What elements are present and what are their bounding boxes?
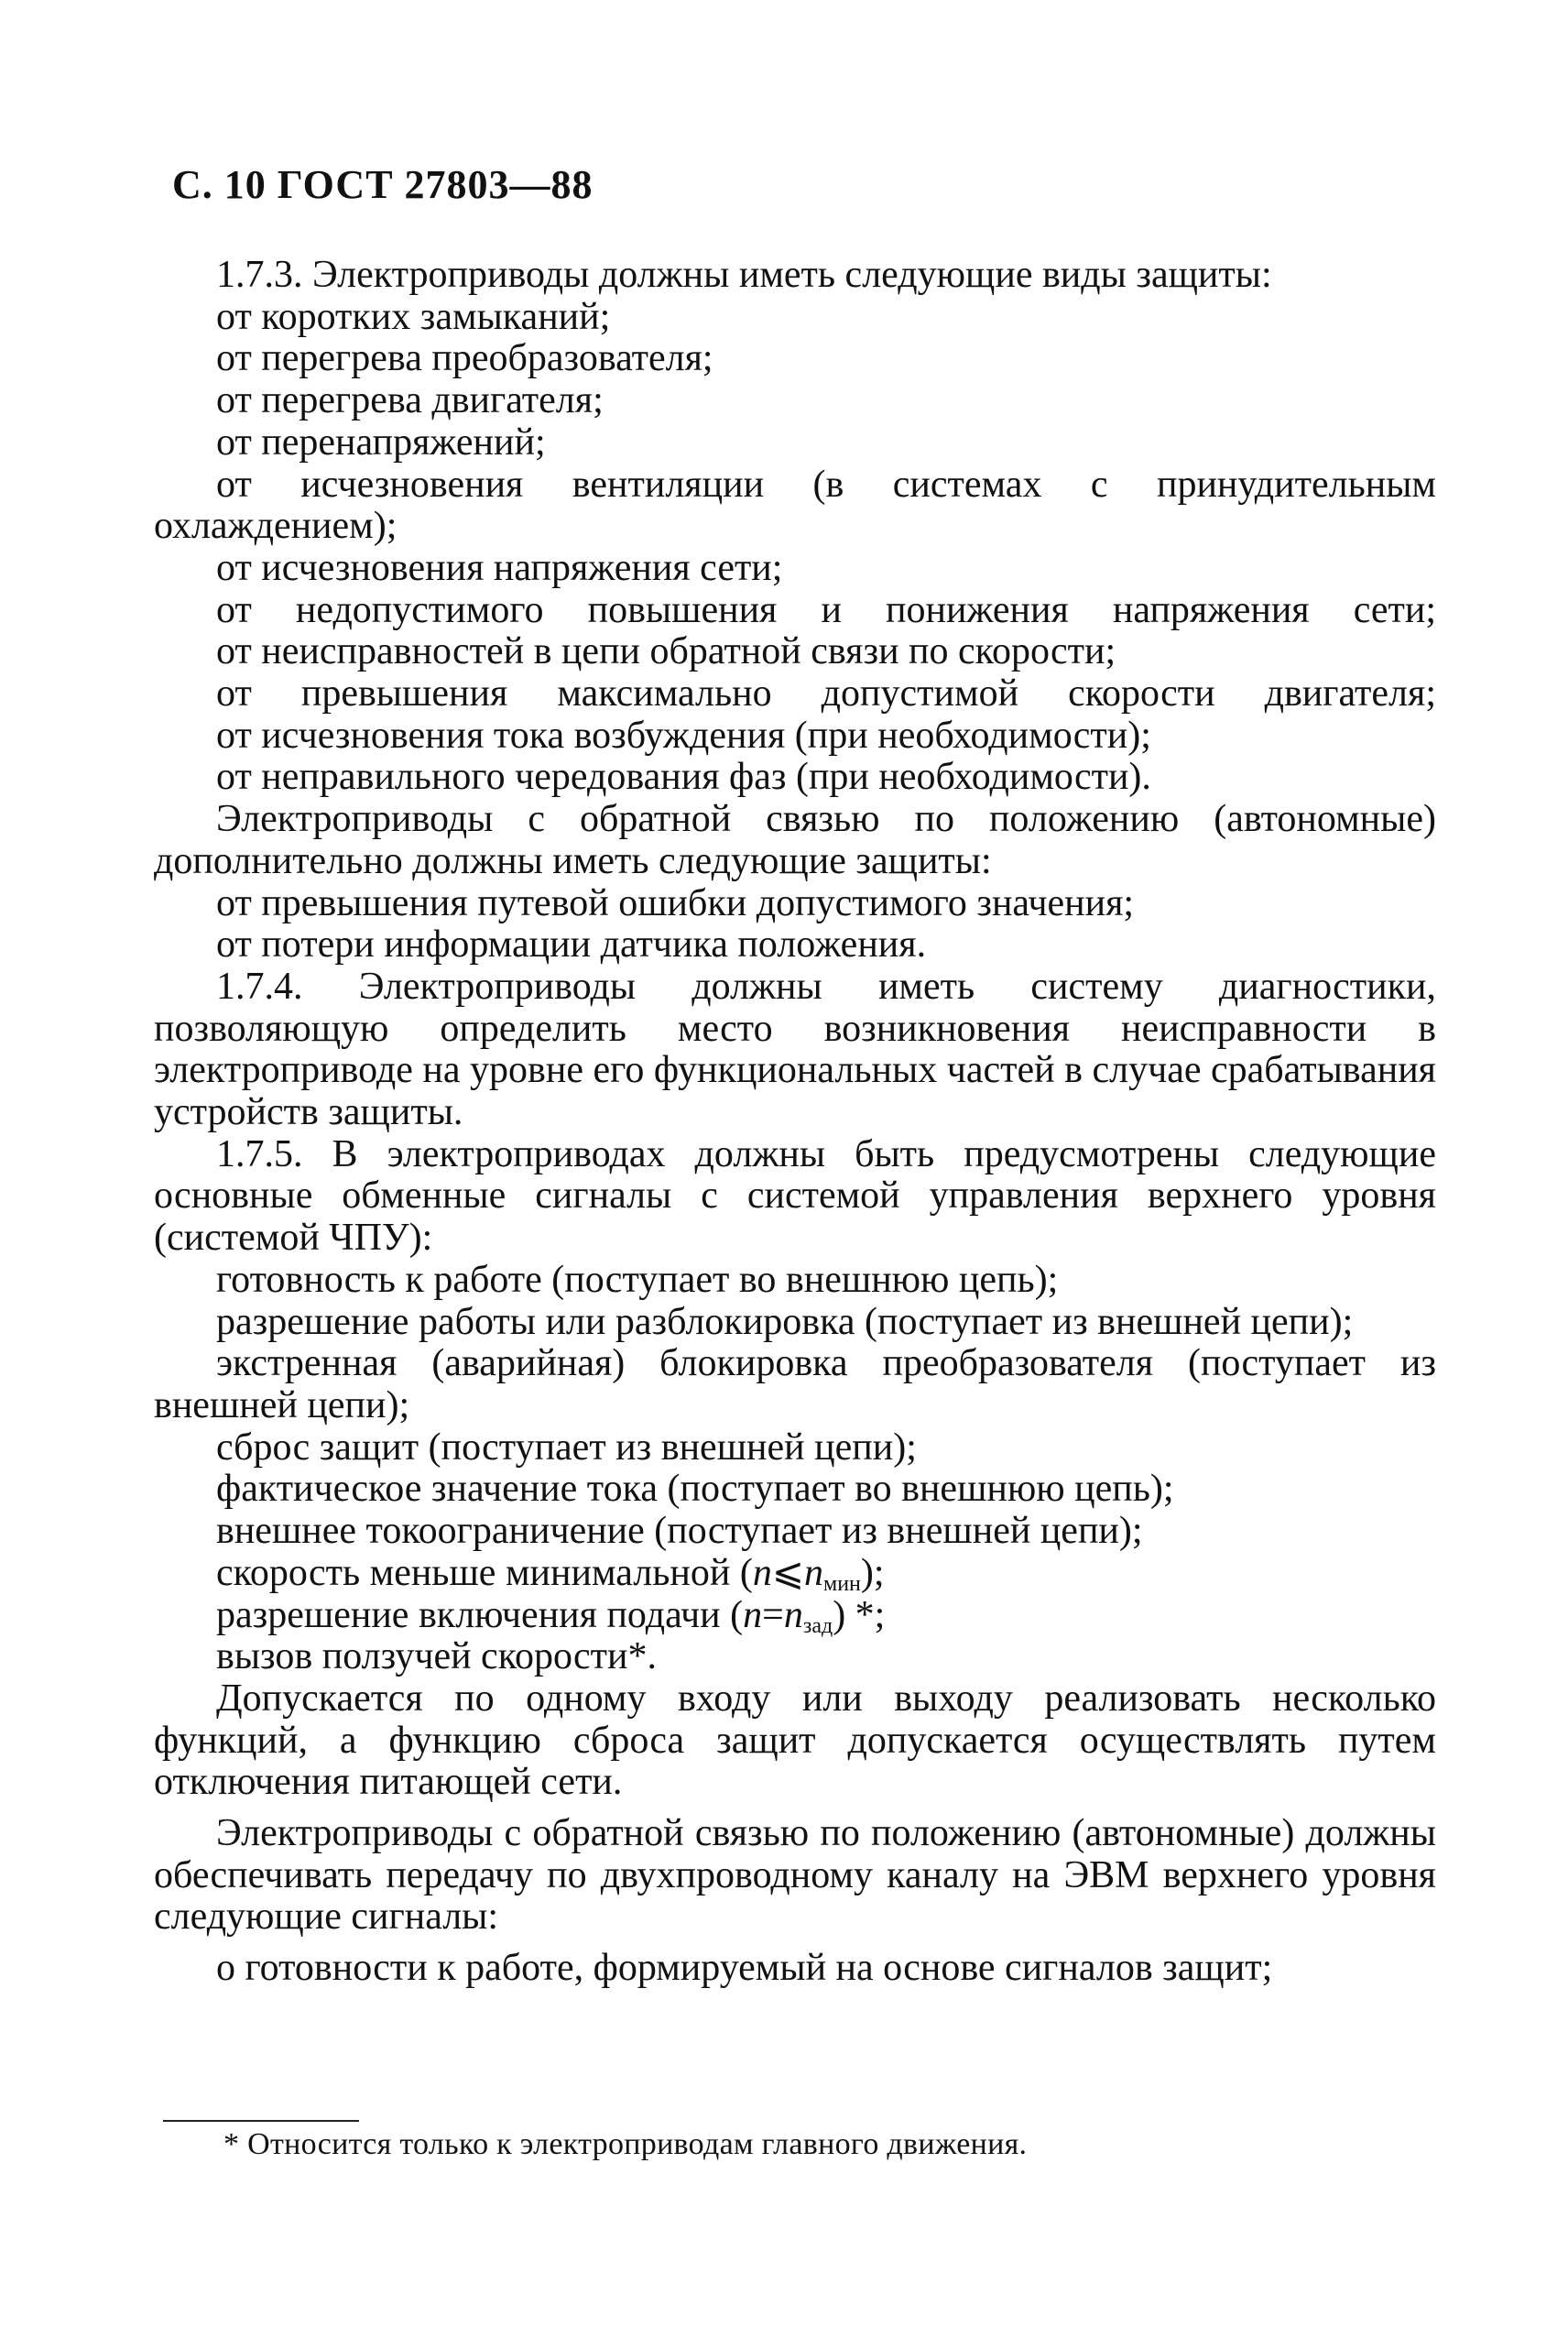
paragraph: готовность к работе (поступает во внешнюю цепь); bbox=[216, 1258, 1059, 1301]
paragraph: от перегрева двигателя; bbox=[216, 379, 604, 422]
paragraph-list bbox=[154, 255, 1436, 1553]
paragraph: от коротких замыканий; bbox=[216, 295, 611, 338]
paragraph: от недопустимого повышения и понижения напряжения сети; bbox=[216, 588, 1436, 631]
paragraph: сброс защит (поступает из внешней цепи); bbox=[216, 1426, 917, 1469]
speed-signal-line: скорость меньше минимальной $(n⩽n_{мин})$; bbox=[216, 1551, 885, 1596]
paragraph: от перенапряжений; bbox=[216, 421, 546, 464]
feed-signal-line: разрешение включения подачи $(n=n_{зад})$ *; bbox=[216, 1593, 886, 1638]
paragraph: 1.7.5. В электроприводах должны быть предусмотрены следующие основные обменные сигналы с системой управления верхнего уровня (системой ЧПУ): bbox=[154, 1132, 1436, 1260]
paragraph: о готовности к работе, формируемый на основе сигналов защит; bbox=[216, 1947, 1273, 1990]
paragraph: от неправильного чередования фаз (при необходимости). bbox=[216, 756, 1151, 799]
paragraph: Допускается по одному входу или выходу реализовать несколько функций, а функцию сброса защит допускается осуществлять путем отключения питающей сети. bbox=[154, 1677, 1436, 1804]
footnote-rule bbox=[163, 2120, 359, 2122]
paragraph: Электроприводы с обратной связью по положению (автономные) дополнительно должны иметь следующие защиты: bbox=[154, 798, 1436, 882]
paragraph: разрешение работы или разблокировка (поступает из внешней цепи); bbox=[216, 1300, 1354, 1343]
creep-signal-line: вызов ползучей скорости*. bbox=[216, 1635, 657, 1678]
paragraph: от исчезновения вентиляции (в системах с принудительным охлаждением); bbox=[154, 463, 1436, 548]
body-text bbox=[154, 255, 1436, 1990]
paragraph: экстренная (аварийная) блокировка преобразователя (поступает из внешней цепи); bbox=[154, 1342, 1436, 1426]
paragraph: от перегрева преобразователя; bbox=[216, 337, 713, 380]
paragraph: 1.7.3. Электроприводы должны иметь следующие виды защиты: bbox=[216, 254, 1272, 296]
paragraph-list-after bbox=[154, 1678, 1436, 1990]
paragraph: от исчезновения напряжения сети; bbox=[216, 546, 783, 589]
paragraph: от неисправностей в цепи обратной связи по скорости; bbox=[216, 630, 1116, 673]
page-header: С. 10 ГОСТ 27803—88 bbox=[172, 162, 593, 207]
paragraph: 1.7.4. Электроприводы должны иметь систему диагностики, позволяющую определить место возникновения неисправности в электроприводе на уровне его функциональных частей в случае срабатывания устройств защиты. bbox=[154, 965, 1436, 1134]
paragraph: фактическое значение тока (поступает во внешнюю цепь); bbox=[216, 1468, 1174, 1511]
paragraph: Электроприводы с обратной связью по положению (автономные) должны обеспечивать передачу по двухпроводному каналу на ЭВМ верхнего уровня следующие сигналы: bbox=[154, 1812, 1436, 1939]
paragraph: от превышения максимально допустимой скорости двигателя; bbox=[216, 672, 1436, 716]
footnote: * Относится только к электроприводам главного движения. bbox=[223, 2127, 1028, 2161]
paragraph: внешнее токоограничение (поступает из внешней цепи); bbox=[216, 1510, 1143, 1553]
paragraph: от превышения путевой ошибки допустимого значения; bbox=[216, 881, 1135, 924]
paragraph: от потери информации датчика положения. bbox=[216, 923, 927, 967]
paragraph: от исчезновения тока возбуждения (при необходимости); bbox=[216, 714, 1151, 757]
